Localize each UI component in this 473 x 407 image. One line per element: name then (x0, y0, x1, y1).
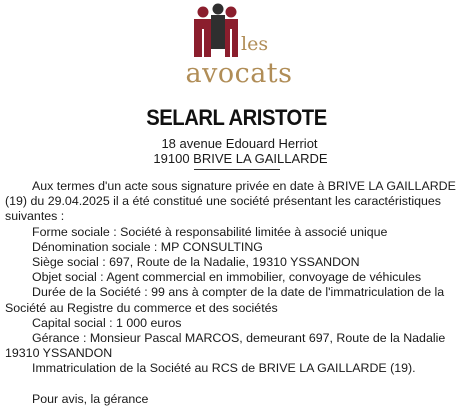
notice-signature: Pour avis, la gérance (32, 391, 149, 406)
firm-name: SELARL ARISTOTE (146, 105, 327, 130)
notice-intro: Aux termes d'un acte sous signature privée en date à BRIVE LA GAILLARDE (19) du 29.04.2025 il a été constitué une société présentant les caractéristiques suivantes : (5, 179, 456, 224)
notice-objet-social: Objet social : Agent commercial en immobilier, convoyage de véhicules (32, 270, 422, 285)
logo-figure-head-middle (213, 4, 224, 15)
legal-notice-body (5, 179, 468, 407)
notice-gerance: Gérance : Monsieur Pascal MARCOS, demeurant 697, Route de la Nadalie 19310 YSSANDON (5, 331, 446, 361)
logo-figure-split-left (202, 29, 204, 57)
notice-spacer (5, 377, 468, 392)
logo-figure-split-right (230, 29, 232, 57)
notice-immatriculation: Immatriculation de la Société au RCS de BRIVE LA GAILLARDE (19). (32, 361, 416, 376)
logo-figure-head-right (226, 7, 237, 18)
logo-avocats-text: avocats (185, 58, 293, 89)
notice-forme-sociale: Forme sociale : Société à responsabilité limitée à associé unique (32, 224, 388, 239)
notice-siege-social: Siège social : 697, Route de la Nadalie, 19310 YSSANDON (32, 255, 360, 270)
logo-figure-body-middle (211, 15, 225, 49)
notice-capital: Capital social : 1 000 euros (32, 315, 182, 330)
firm-address-street: 18 avenue Edouard Herriot (161, 136, 318, 151)
firm-address-city: 19100 BRIVE LA GAILLARDE (153, 151, 328, 166)
header-divider (194, 169, 280, 170)
notice-denomination: Dénomination sociale : MP CONSULTING (32, 239, 263, 254)
les-avocats-logo (183, 3, 295, 93)
logo-figure-head-left (198, 7, 209, 18)
logo-les-text: les (241, 33, 269, 55)
notice-duree: Durée de la Société : 99 ans à compter de la date de l'immatriculation de la Société au Registre du commerce et des sociétés (5, 285, 445, 315)
